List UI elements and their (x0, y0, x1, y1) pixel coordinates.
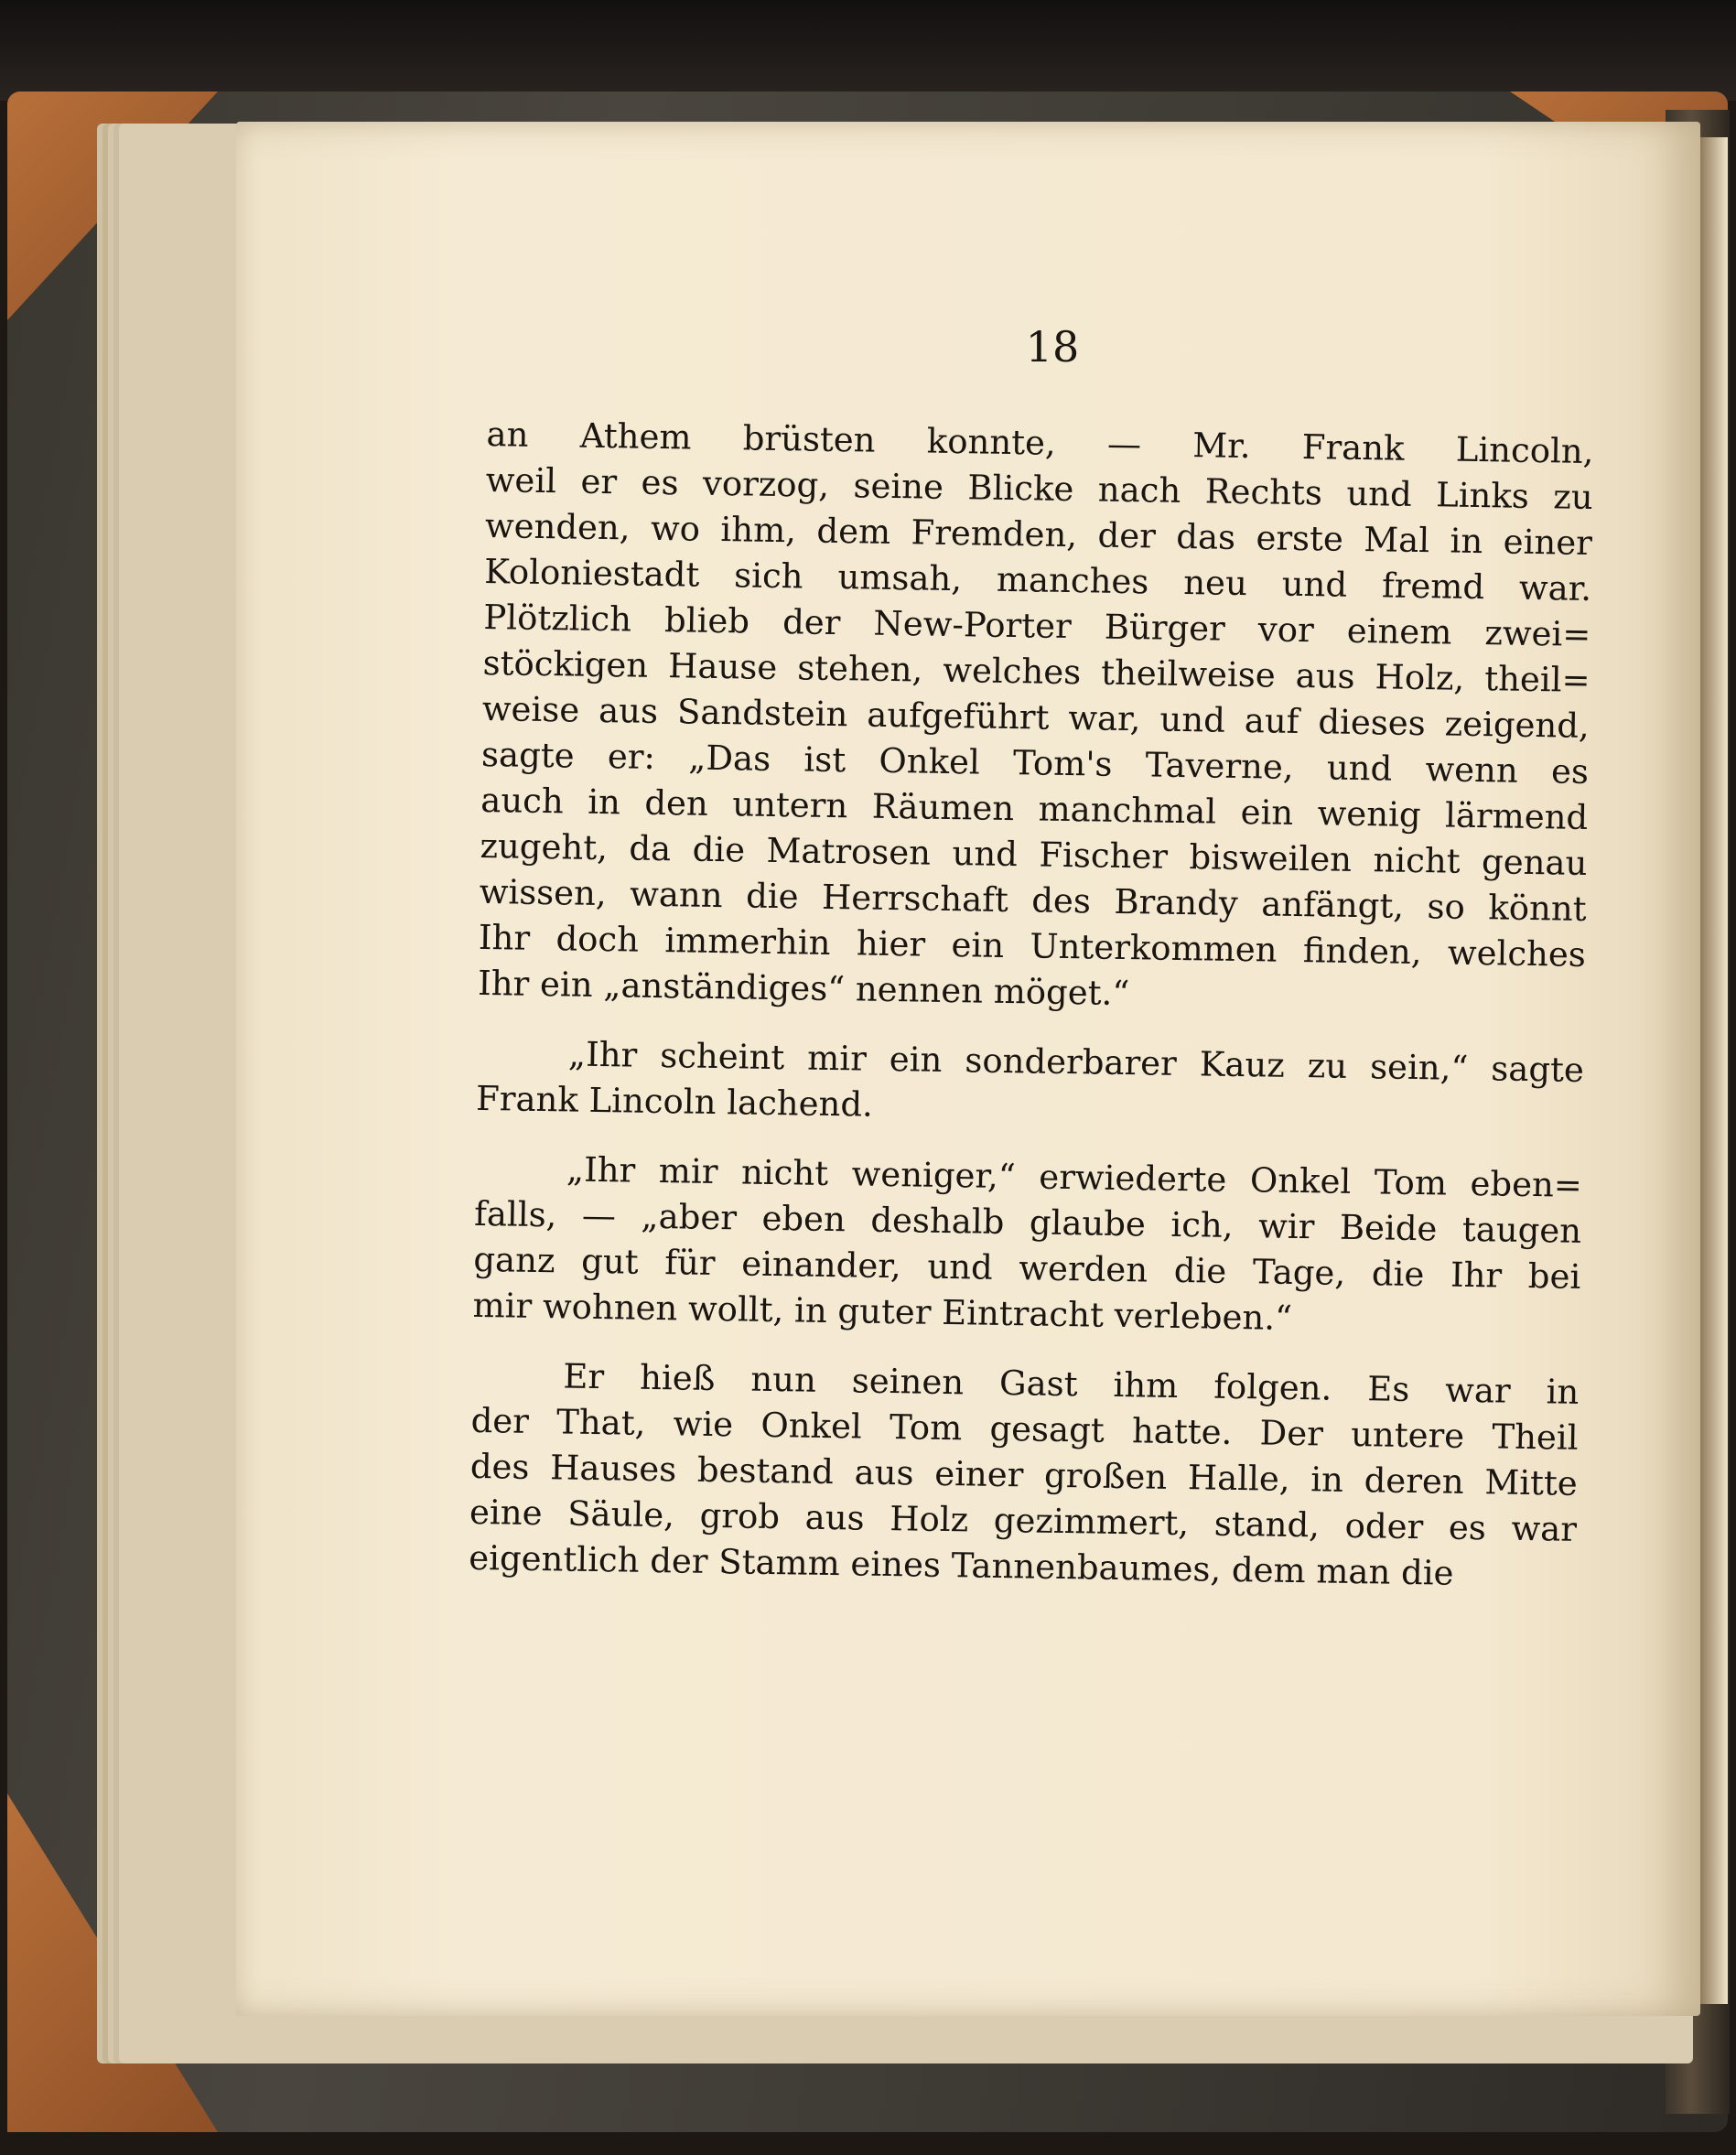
text-line: „Ihr scheint mir ein sonderbarer Kauz zu sein,“ sagte (567, 1034, 1585, 1090)
text-line: weil er es vorzog, seine Blicke nach Rechts und Links zu (485, 459, 1594, 517)
paragraph (472, 1146, 1582, 1346)
text-line: Ihr ein „anständiges“ nennen möget.“ (477, 963, 1130, 1014)
text-line: des Hauses bestand aus einer großen Halle, in deren Mitte (469, 1446, 1579, 1503)
text-line: eine Säule, grob aus Holz gezimmert, stand, oder es war (469, 1492, 1578, 1549)
page-gutter (1700, 137, 1728, 2004)
page-number: 18 (1025, 322, 1080, 372)
text-line: wenden, wo ihm, dem Fremden, der das erste Mal in einer (484, 505, 1593, 563)
text-line: an Athem brüsten konnte, — Mr. Frank Lincoln, (486, 414, 1594, 472)
text-line: zugeht, da die Matrosen und Fischer bisweilen nicht genau (480, 825, 1588, 883)
text-line: sagte er: „Das ist Onkel Tom's Taverne, und wenn es (480, 734, 1590, 792)
text-line: Koloniestadt sich umsah, manches neu und fremd war. (483, 551, 1592, 609)
text-line: weise aus Sandstein aufgeführt war, und auf dieses zeigend, (481, 688, 1590, 746)
text-line: ganz gut für einander, und werden die Tage, die Ihr bei (473, 1239, 1581, 1297)
text-line: auch in den untern Räumen manchmal ein wenig lärmend (480, 780, 1589, 837)
text-line: eigentlich der Stamm eines Tannenbaumes, dem man die (468, 1537, 1454, 1593)
text-line: wissen, wann die Herrschaft des Brandy anfängt, so könnt (479, 871, 1587, 929)
text-line: der That, wie Onkel Tom gesagt hatte. Der untere Theil (470, 1400, 1579, 1458)
text-line: Frank Lincoln lachend. (475, 1078, 874, 1125)
paragraph (469, 1352, 1580, 1599)
text-line: Er hieß nun seinen Gast ihm folgen. Es war in (563, 1356, 1580, 1412)
text-line: mir wohnen wollt, in guter Eintracht verleben.“ (472, 1285, 1293, 1338)
text-line: stöckigen Hause stehen, welches theilweise aus Holz, theil= (482, 642, 1590, 700)
page-body-text (469, 412, 1594, 1599)
background (0, 0, 1736, 101)
text-line: falls, — „aber eben deshalb glaube ich, wir Beide taugen (473, 1193, 1582, 1251)
paragraph (476, 1030, 1584, 1139)
text-line: Ihr doch immerhin hier ein Unterkommen finden, welches (478, 917, 1587, 975)
text-line: Plötzlich blieb der New-Porter Bürger vor einem zwei= (483, 597, 1591, 654)
text-line: „Ihr mir nicht weniger,“ erwiederte Onkel Tom eben= (566, 1149, 1583, 1205)
paragraph (478, 412, 1594, 1024)
